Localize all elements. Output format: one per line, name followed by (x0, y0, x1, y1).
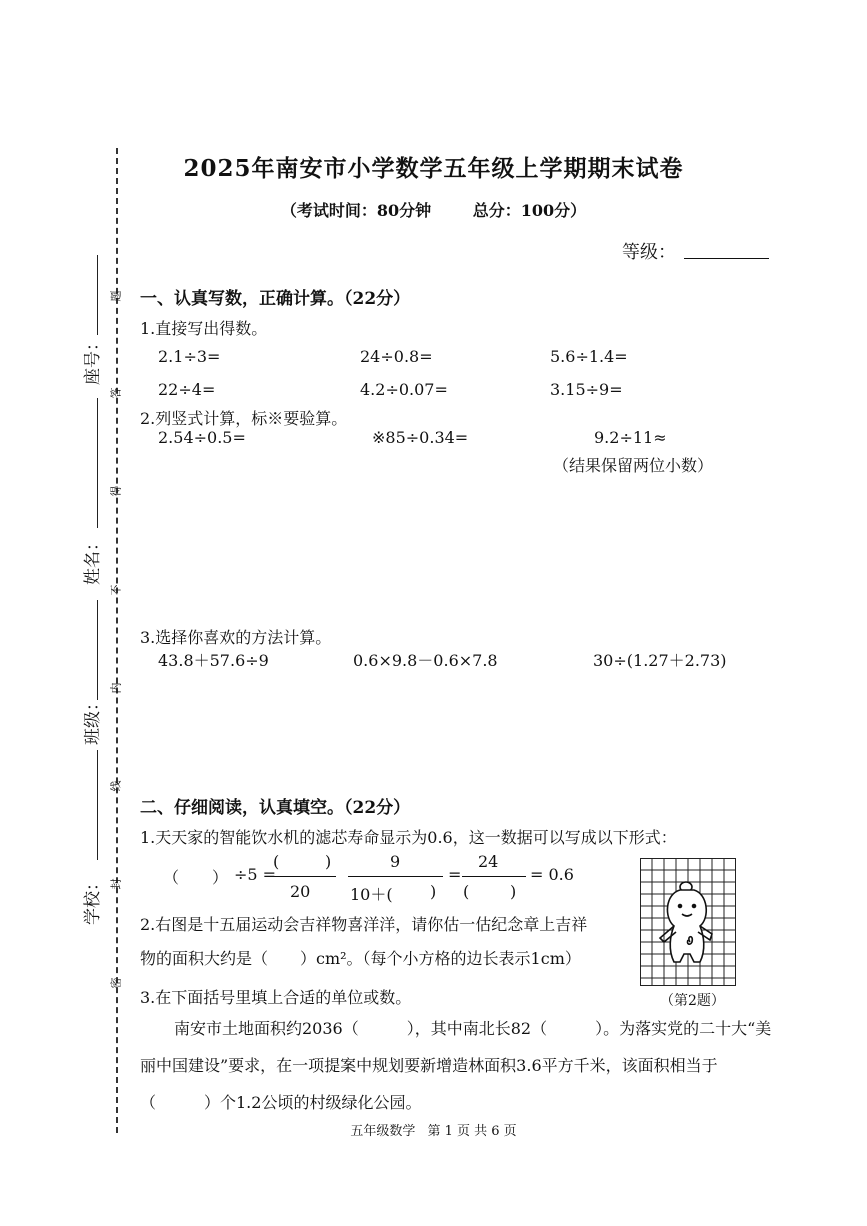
class-blank-line[interactable] (97, 750, 98, 860)
q2-item: 2.54÷0.5= (158, 428, 246, 447)
equation-result: = 0.6 (530, 865, 574, 884)
name-label: 姓名： (83, 534, 103, 585)
fraction-bar (348, 876, 443, 877)
blank-close-paren: ） (212, 868, 229, 887)
q1-item: 2.1÷3= (158, 347, 221, 366)
page-footer (0, 1120, 867, 1139)
seal-char: 题 (109, 290, 123, 302)
frac1-numerator-close: ) (325, 852, 332, 871)
q1-item: 3.15÷9= (550, 380, 623, 399)
exam-time: （考试时间：80分钟 (280, 201, 432, 220)
seal-char: 线 (109, 780, 123, 792)
mascot-grid-figure (640, 858, 736, 986)
divide-by-5: ÷5 = (234, 865, 277, 884)
section-1-title: 一、认真写数，正确计算。（22分） (140, 289, 411, 309)
q1-item: 5.6÷1.4= (550, 347, 628, 366)
q1-item: 4.2÷0.07= (360, 380, 448, 399)
frac1-denominator: 20 (290, 882, 311, 901)
frac1-numerator-open: ( (273, 852, 280, 871)
footer-subject: 五年级数学 (350, 1124, 416, 1139)
equals-sign: = (448, 865, 462, 884)
fraction-bar (462, 876, 526, 877)
q1-label: 1.直接写出得数。 (140, 319, 268, 338)
q3-item: 0.6×9.8－0.6×7.8 (353, 651, 498, 670)
q2-item: ※85÷0.34= (372, 428, 469, 447)
q2-item: 9.2÷11≈ (594, 428, 667, 447)
school-label: 学校： (83, 874, 103, 925)
s2-q2-line2: 物的面积大约是（ ）cm²。（每个小方格的边长表示1cm） (140, 949, 581, 968)
page-title: 2025年南安市小学数学五年级上学期期末试卷 (183, 155, 684, 182)
frac3-denominator-close: ) (510, 882, 517, 901)
s2-q1-text: 1.天天家的智能饮水机的滤芯寿命显示为0.6，这一数据可以写成以下形式： (140, 828, 677, 847)
blank-open-paren: （ (163, 868, 180, 887)
q1-item: 24÷0.8= (360, 347, 433, 366)
name-blank-line[interactable] (97, 600, 98, 700)
frac2-denominator-close: ) (430, 882, 437, 901)
exam-total-score: 总分：100分） (472, 201, 587, 220)
s2-q3-label: 3.在下面括号里填上合适的单位或数。 (140, 988, 412, 1007)
seal-char: 封 (109, 878, 123, 890)
seal-char: 答 (109, 387, 123, 399)
q2-rounding-note: （结果保留两位小数） (553, 456, 714, 475)
frac2-denominator: 10＋( (350, 885, 393, 904)
seat-label: 座号： (83, 334, 103, 385)
grade-blank-line[interactable] (684, 258, 769, 259)
seal-char: 内 (109, 682, 123, 694)
s2-q3-paragraph-text: 南安市土地面积约2036（ ），其中南北长82（ ）。为落实党的二十大“美丽中国建设”要求，在一项提案中规划要新增造林面积3.6平方千米，该面积相当于（ ）个1.2公顷的村级绿化公园。 (140, 1019, 772, 1112)
fraction-bar (270, 876, 336, 877)
frac3-numerator: 24 (478, 852, 499, 871)
frac3-denominator-open: ( (463, 882, 470, 901)
q3-label: 3.选择你喜欢的方法计算。 (140, 628, 332, 647)
section-2-title: 二、仔细阅读，认真填空。（22分） (140, 798, 411, 818)
q3-item: 30÷(1.27＋2.73) (593, 651, 727, 670)
q2-label: 2.列竖式计算，标※要验算。 (140, 409, 348, 428)
exam-info (0, 198, 867, 221)
class-label: 班级： (83, 694, 103, 745)
grade-label: 等级： (622, 242, 676, 263)
frac2-numerator: 9 (390, 852, 401, 871)
q1-item: 22÷4= (158, 380, 216, 399)
seal-char: 密 (109, 977, 123, 989)
s2-q3-paragraph (140, 1010, 780, 1121)
q3-item: 43.8＋57.6÷9 (158, 651, 269, 670)
seat-blank-line[interactable] (97, 255, 98, 335)
seat-name-divider-line (97, 398, 98, 528)
s2-q2-line1: 2.右图是十五届运动会吉祥物喜洋洋，请你估一估纪念章上吉祥 (140, 915, 588, 934)
footer-page-number: 第 1 页 共 6 页 (427, 1124, 517, 1139)
seal-char: 得 (109, 485, 123, 497)
figure-caption: （第2题） (660, 993, 725, 1009)
seal-char: 不 (109, 584, 123, 596)
